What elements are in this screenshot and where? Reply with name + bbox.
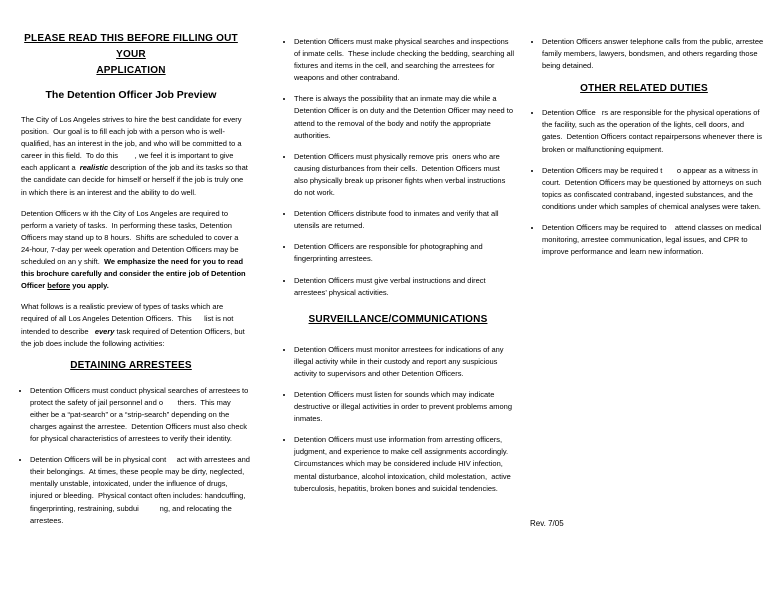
list-item: • Detention Office rs are responsible for the physical operations of the facility, such as the operation of the lights, cell doors, and gates. Detention Officers contact repairpersons whenever there is broken or malfunctioning equipment. (542, 107, 764, 155)
section-heading-detaining-arrestees: DETAINING ARRESTEES (70, 359, 192, 371)
text-run-emphasis-bold: you apply. (70, 281, 109, 291)
column-2 (282, 0, 517, 504)
section-heading-other-related-duties: OTHER RELATED DUTIES (580, 83, 708, 95)
column-3 (524, 0, 764, 267)
list-item: • Detention Officers may be required t o appear as a witness in court. Detention Officers may be questioned by attorneys on such topics as confiscated contraband, ingested substances, and the conditions under which samples of chemical analyses were taken. (542, 165, 764, 213)
detaining-arrestees-list-continued (282, 36, 517, 299)
text-run: What follows is a realistic preview of types of tasks which are required of all Los Angeles Detention Officers. This list is not intended to describe (21, 302, 236, 336)
revision-label: Rev. 7/05 (530, 519, 564, 528)
other-related-duties-list (524, 107, 764, 258)
text-run: task required of Detention Officers, but the job does include the following activities: (21, 326, 247, 348)
page-heading (14, 31, 248, 79)
surveillance-communications-list-continued (524, 36, 764, 72)
list-item: • Detention Officers must listen for sounds which may indicate destructive or illegal activities in order to prevent problems among inmates. (294, 389, 514, 425)
column-1 (12, 0, 253, 536)
list-item: • Detention Officers may be required to attend classes on medical monitoring, arrestee communication, legal issues, and CPR to improve performance and learn new information. (542, 222, 764, 258)
text-run-realistic-emphasis: realistic (79, 163, 109, 173)
text-run: Detention Officers w ith the City of Los Angeles are required to perform a variety of tasks. In performing these tasks, Detention Officers may stand up to 8 hours. Shifts are scheduled to cover a 24-hour, 7-day per week operation and Detention Officers may be scheduled on an y shift. (21, 208, 241, 267)
intro-paragraph-2 (21, 208, 250, 293)
list-item: • Detention Officers must physically remove pris oners who are causing disturbances from their cells. Detention Officers must also physically break up prisoner fights when verbal instructions do not work. (294, 151, 514, 199)
surveillance-communications-list (282, 344, 514, 495)
list-item: • There is always the possibility that an inmate may die while a Detention Officer is on duty and the Detention Officer may need to attend to the removal of the body and notify the appropriate authorities. (294, 93, 514, 141)
text-run-every-emphasis: every (94, 326, 115, 336)
list-item: • Detention Officers will be in physical cont act with arrestees and their belongings. At times, these people may be dirty, neglected, mentally unstable, intoxicated, under the influence of drugs, injured or bleeding. Physical contact often includes: handcuffing, fingerprinting, restraining, subdui ng, and relocating the arrestees. (30, 454, 250, 527)
list-item: • Detention Officers answer telephone calls from the public, arrestee family members, lawyers, bondsmen, and others regarding those being detained. (542, 36, 764, 72)
list-item: • Detention Officers must monitor arrestees for indications of any illegal activity while in their custody and report any suspicious activity to supervisors and other Detention Officers. (294, 344, 514, 380)
list-item: • Detention Officers are responsible for photographing and fingerprinting arrestees. (294, 241, 514, 265)
text-run-before-underlined: before (47, 281, 71, 291)
list-item: • Detention Officers must make physical searches and inspections of inmate cells. These include checking the bedding, searching all fixtures and items in the cell, and searching the arrestees for weapons and other contraband. (294, 36, 514, 84)
page-heading-line-2: APPLICATION (96, 65, 166, 76)
list-item: • Detention Officers must conduct physical searches of arrestees to protect the safety of jail personnel and o thers. This may either be a “pat-search” or a “strip-search” depending on the charges against the arrestee. Detention Officers must also check for physical characteristics of arrestees to verify their identity. (30, 385, 250, 445)
text-run: description of the job and its tasks so that the candidate can decide for himself or herself if the job is truly one in which there is an interest and the ability to do well. (21, 163, 250, 197)
list-item: • Detention Officers distribute food to inmates and verify that all utensils are returned. (294, 208, 514, 232)
page-heading-line-1: PLEASE READ THIS BEFORE FILLING OUT YOUR (24, 33, 238, 60)
list-item: • Detention Officers must give verbal instructions and direct arrestees’ physical activities. (294, 275, 514, 299)
list-item: • Detention Officers must use information from arresting officers, judgment, and experience to make cell assignments accordingly. Circumstances which may be considered include HIV infection, mental disturbance, alcohol intoxication, child molestation, active tuberculosis, hepatitis, broken bones and suicidal tendencies. (294, 434, 514, 494)
text-run-emphasis-bold: We emphasize the need for you to read this brochure carefully and consider the entire job of Detention Officer (21, 257, 248, 291)
intro-paragraph-3 (21, 301, 250, 349)
text-run: The City of Los Angeles strives to hire the best candidate for every position. Our goal is to fill each job with a person who is well-qualified, has an interest in the job, and who will be committed to a career in this field. To do this , we feel it is important to give each applicant a (21, 115, 244, 173)
detaining-arrestees-list (12, 385, 253, 527)
document-title: The Detention Officer Job Preview (45, 89, 217, 101)
section-heading-surveillance-communications: SURVEILLANCE/COMMUNICATIONS (308, 313, 488, 325)
intro-paragraph-1 (21, 114, 250, 199)
